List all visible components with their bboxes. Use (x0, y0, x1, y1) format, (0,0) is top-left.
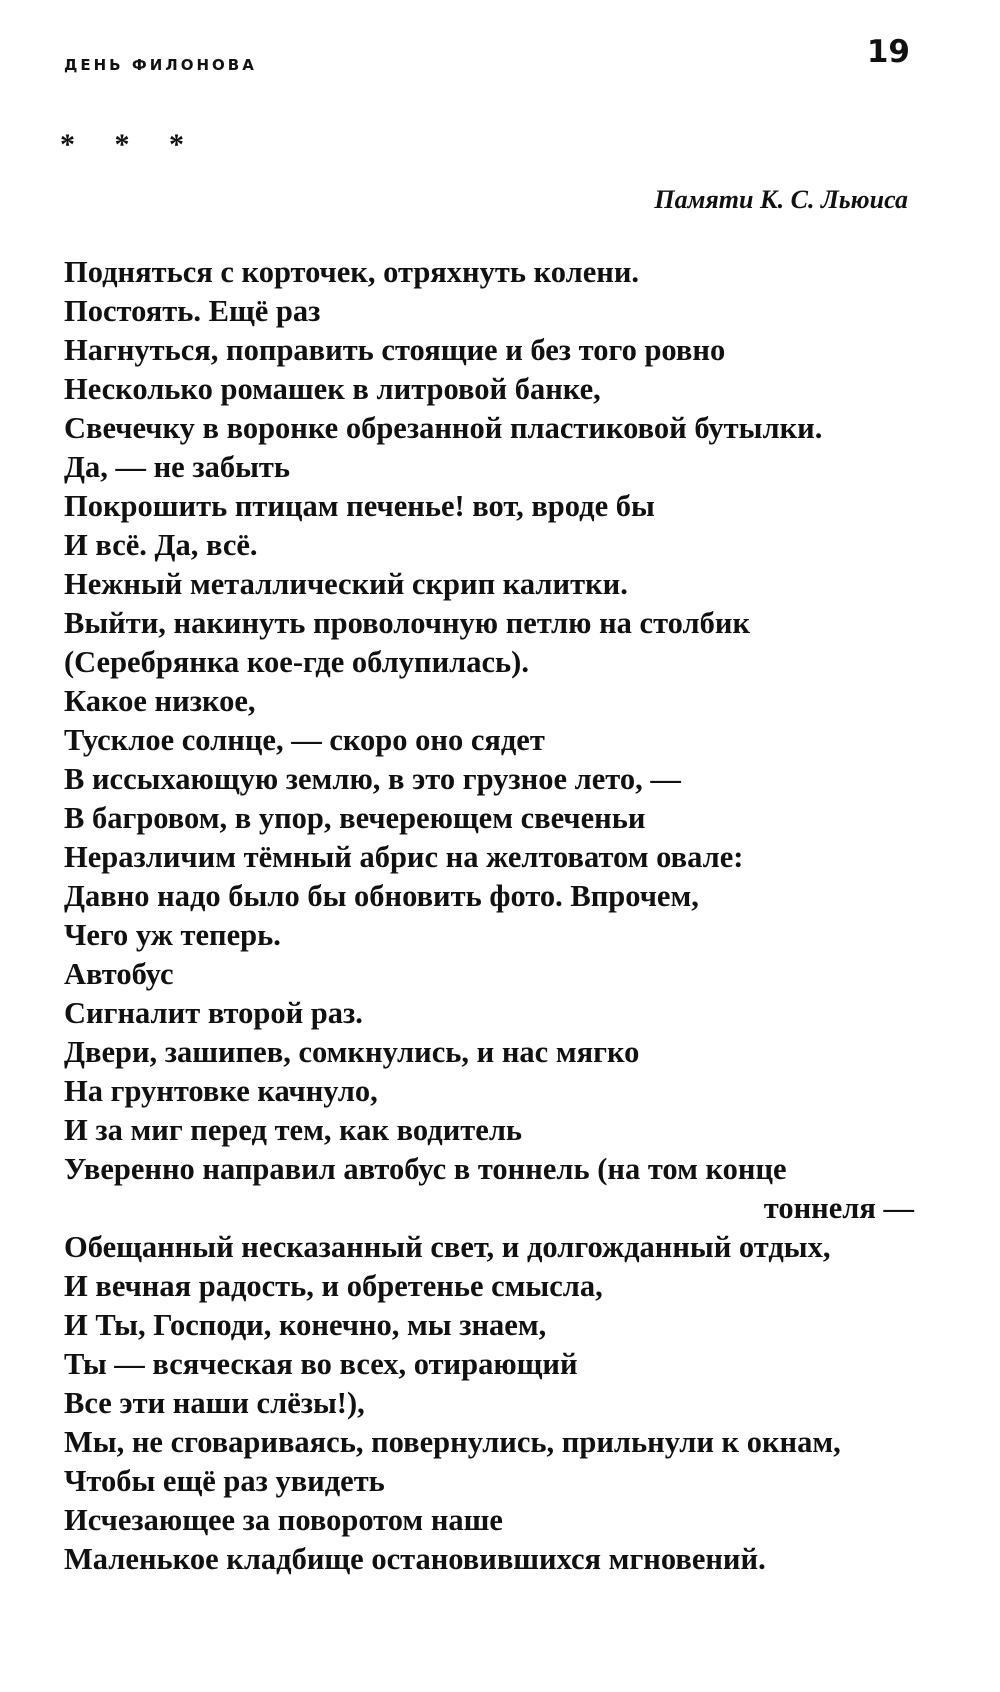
poem-line: Подняться с корточек, отряхнуть колени. (64, 255, 640, 289)
poem-line: В иссыхающую землю, в это грузное лето, — (64, 762, 681, 796)
running-header: ДЕНЬ ФИЛОНОВА (64, 56, 257, 74)
poem-line: Выйти, накинуть проволочную петлю на столбик (64, 606, 751, 640)
poem-line: Чего уж теперь. (64, 918, 281, 952)
poem-line: Тусклое солнце, — скоро оно сядет (64, 723, 545, 757)
poem-line: Чтобы ещё раз увидеть (64, 1464, 385, 1498)
poem-line: (Серебрянка кое-где облупилась). (64, 645, 529, 679)
poem-line: Автобус (64, 957, 174, 991)
poem-line: И Ты, Господи, конечно, мы знаем, (64, 1308, 547, 1342)
poem-line: И всё. Да, всё. (64, 528, 258, 562)
poem-line: В багровом, в упор, вечереющем свеченьи (64, 801, 646, 835)
poem-line: Мы, не сговариваясь, повернулись, прильнули к окнам, (64, 1425, 841, 1459)
poem-line: Покрошить птицам печенье! вот, вроде бы (64, 489, 655, 523)
poem-line: Исчезающее за поворотом наше (64, 1503, 503, 1537)
poem-line: Обещанный несказанный свет, и долгожданный отдых, (64, 1230, 831, 1264)
poem-body (64, 253, 914, 1579)
poem-line: Давно надо было бы обновить фото. Впрочем, (64, 879, 699, 913)
poem-line: Неразличим тёмный абрис на желтоватом овале: (64, 840, 744, 874)
poem-line-continuation: тоннеля — (763, 1191, 914, 1225)
poem-line: Нагнуться, поправить стоящие и без того ровно (64, 333, 726, 367)
dedication: Памяти К. С. Льюиса (654, 185, 908, 214)
poem-line: Двери, зашипев, сомкнулись, и нас мягко (64, 1035, 640, 1069)
poem-line: Несколько ромашек в литровой банке, (64, 372, 601, 406)
page-number: 19 (866, 34, 910, 70)
poem-line: Сигналит второй раз. (64, 996, 363, 1030)
poem-line: И за миг перед тем, как водитель (64, 1113, 523, 1147)
section-asterisks: * * * (60, 128, 200, 161)
poem-line: Нежный металлический скрип калитки. (64, 567, 628, 601)
poem-line: На грунтовке качнуло, (64, 1074, 378, 1108)
poem-line: Какое низкое, (64, 684, 256, 718)
poem-line: Постоять. Ещё раз (64, 294, 321, 328)
poem-line: Да, — не забыть (64, 450, 291, 484)
poem-line: И вечная радость, и обретенье смысла, (64, 1269, 603, 1303)
poem-line: Свечечку в воронке обрезанной пластиковой бутылки. (64, 411, 823, 445)
poem-line: Маленькое кладбище остановившихся мгновений. (64, 1542, 766, 1576)
poem-line: Все эти наши слёзы!), (64, 1386, 365, 1420)
poem-line: Уверенно направил автобус в тоннель (на том конце (64, 1152, 787, 1186)
poem-line: Ты — всяческая во всех, отирающий (64, 1347, 578, 1381)
